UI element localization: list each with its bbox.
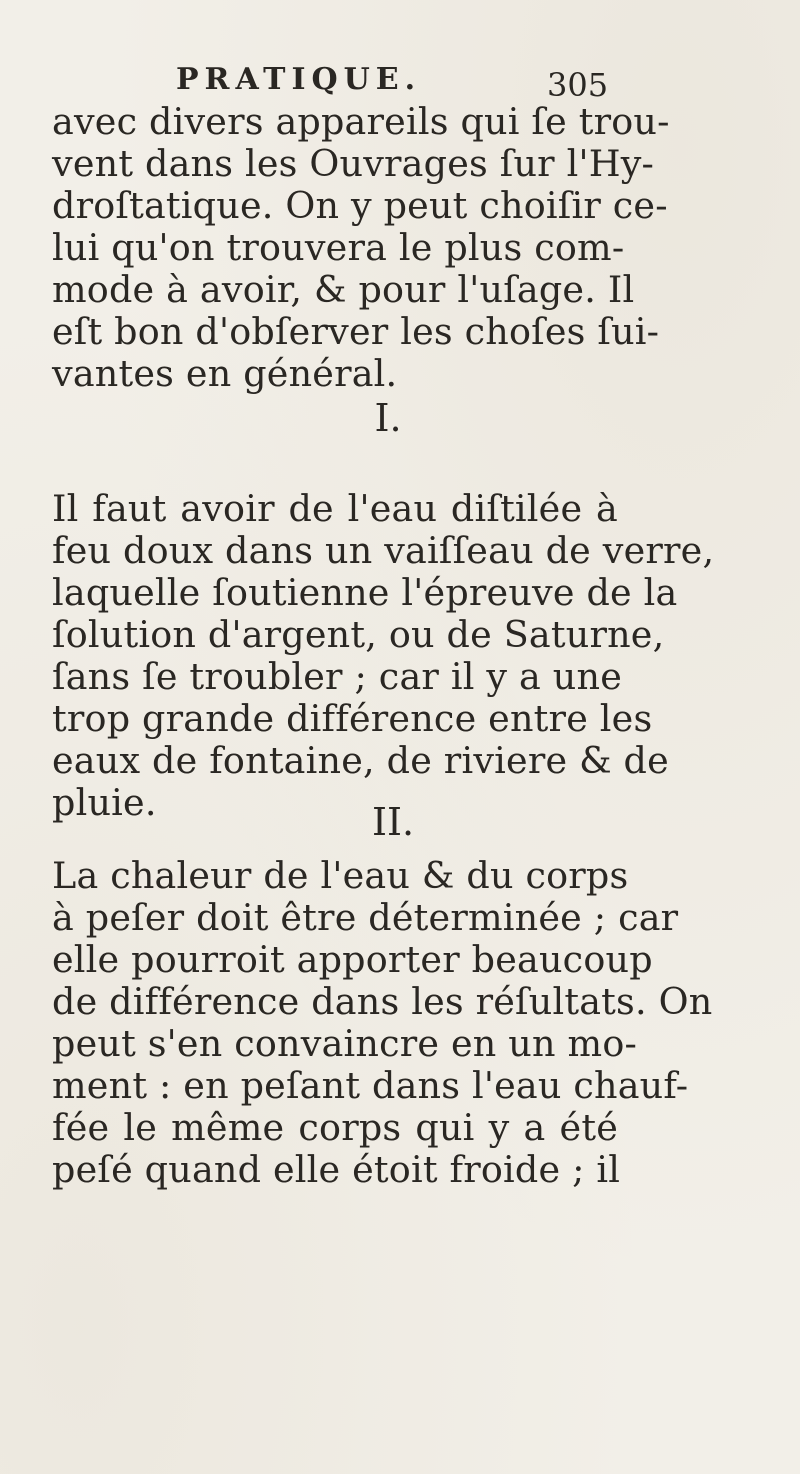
text-line: eſt bon d'obſerver les choſes ſui- — [52, 310, 660, 353]
running-title: PRATIQUE. — [176, 62, 422, 97]
text-line: peut s'en convaincre en un mo- — [52, 1022, 638, 1065]
section-number-1: I. — [374, 396, 402, 440]
paragraph-section-2 — [52, 854, 713, 1191]
text-line: La chaleur de l'eau & du corps — [52, 854, 629, 897]
text-line: lui qu'on trouvera le plus com- — [52, 226, 625, 269]
text-line: ſans ſe troubler ; car il y a une — [52, 655, 623, 698]
paragraph-intro — [52, 100, 670, 395]
text-line: mode à avoir, & pour l'uſage. Il — [52, 268, 635, 311]
section-number-2: II. — [371, 800, 415, 844]
page-number: 305 — [547, 66, 609, 104]
text-line: fée le même corps qui y a été — [52, 1106, 618, 1149]
text-line: trop grande différence entre les — [52, 697, 653, 740]
text-line: avec divers appareils qui ſe trou- — [52, 100, 670, 143]
text-line: pluie. — [52, 781, 157, 824]
text-line: ment : en peſant dans l'eau chauf- — [52, 1064, 689, 1107]
text-line: vent dans les Ouvrages ſur l'Hy- — [52, 142, 655, 185]
text-line: Il faut avoir de l'eau diſtilée à — [52, 487, 618, 530]
text-line: droſtatique. On y peut choiſir ce- — [52, 184, 668, 227]
text-line: elle pourroit apporter beaucoup — [52, 938, 653, 981]
text-line: peſé quand elle étoit froide ; il — [52, 1148, 621, 1191]
text-line: eaux de fontaine, de riviere & de — [52, 739, 669, 782]
text-line: feu doux dans un vaiſſeau de verre, — [52, 529, 715, 572]
text-line: à peſer doit être déterminée ; car — [52, 896, 679, 939]
paragraph-section-1 — [52, 487, 715, 824]
text-line: de différence dans les réſultats. On — [52, 980, 713, 1023]
text-line: ſolution d'argent, ou de Saturne, — [52, 613, 665, 656]
text-line: vantes en général. — [52, 352, 398, 395]
text-line: laquelle ſoutienne l'épreuve de la — [52, 571, 678, 614]
